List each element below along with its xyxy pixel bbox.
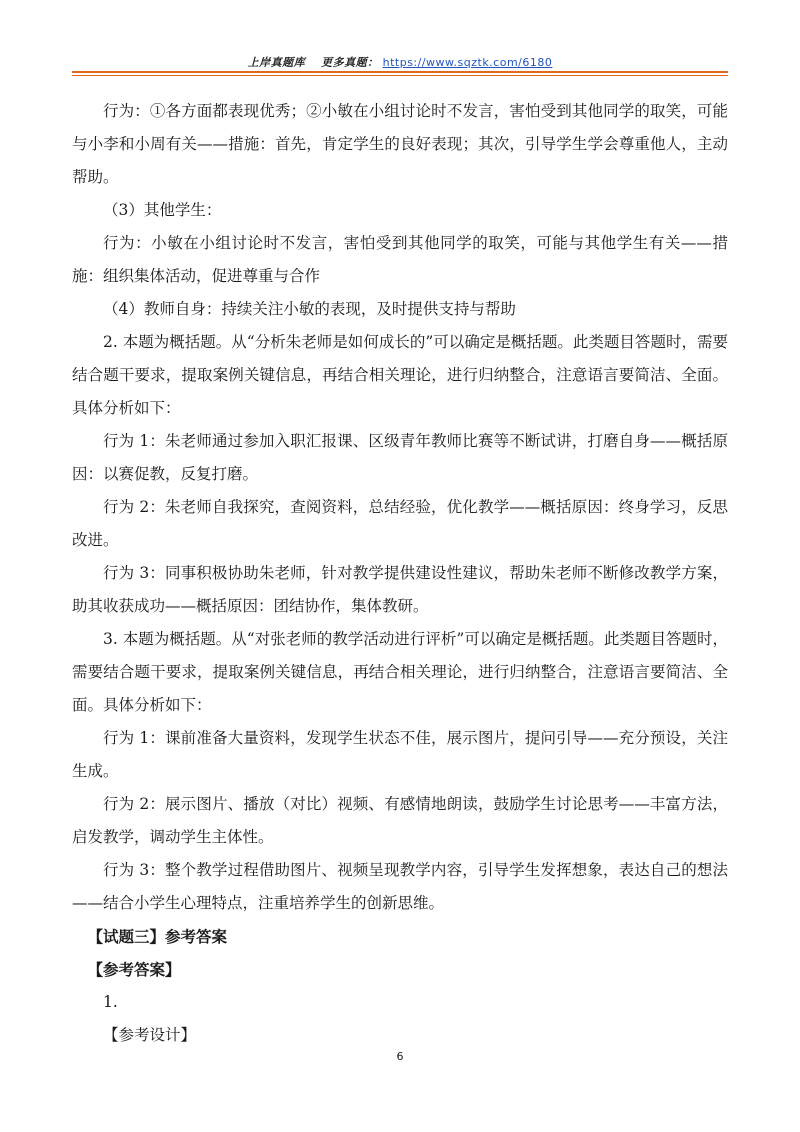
- section-heading: 【试题三】参考答案: [87, 927, 228, 946]
- page-number: 6: [396, 1050, 404, 1063]
- paragraph: 3. 本题为概括题。从“对张老师的教学活动进行评析”可以确定是概括题。此类题目答题时，需要结合题干要求，提取案例关键信息，再结合相关理论，进行归纳整合，注意语言要简洁、全面。具体分析如下：: [72, 630, 728, 714]
- paragraph: 行为 2：展示图片、播放（对比）视频、有感情地朗读，鼓励学生讨论思考——丰富方法，启发教学，调动学生主体性。: [72, 795, 728, 846]
- paragraph: 行为：小敏在小组讨论时不发言，害怕受到其他同学的取笑，可能与其他学生有关——措施：组织集体活动，促进尊重与合作: [72, 234, 728, 285]
- header-brand: 上岸真题库: [247, 56, 306, 69]
- paragraph: 行为 1：课前准备大量资料，发现学生状态不佳，展示图片，提问引导——充分预设，关注生成。: [72, 729, 728, 780]
- header-rule-thick: [72, 71, 728, 73]
- page-header: [72, 54, 728, 70]
- paragraph: 行为 2：朱老师自我探究，查阅资料，总结经验，优化教学——概括原因：终身学习，反思改进。: [72, 498, 728, 549]
- header-link[interactable]: https://www.sqztk.com/6180: [382, 56, 553, 69]
- header-more-label: 更多真题：: [321, 56, 379, 69]
- section-heading: 【参考答案】: [87, 960, 181, 979]
- paragraph: 1.: [103, 993, 118, 1011]
- paragraph: （4）教师自身：持续关注小敏的表现，及时提供支持与帮助: [103, 300, 516, 318]
- document-body: [72, 95, 728, 1052]
- paragraph: 2. 本题为概括题。从“分析朱老师是如何成长的”可以确定是概括题。此类题目答题时，需要结合题干要求，提取案例关键信息，再结合相关理论，进行归纳整合，注意语言要简洁、全面。具体分析如下：: [72, 333, 728, 417]
- header-rule-thin: [72, 75, 728, 76]
- paragraph: 行为 1：朱老师通过参加入职汇报课、区级青年教师比赛等不断试讲，打磨自身——概括原因：以赛促教，反复打磨。: [72, 432, 728, 483]
- paragraph: 行为 3：同事积极协助朱老师，针对教学提供建设性建议，帮助朱老师不断修改教学方案，助其收获成功——概括原因：团结协作，集体教研。: [72, 564, 728, 615]
- paragraph: （3）其他学生：: [103, 201, 222, 219]
- paragraph: 行为 3：整个教学过程借助图片、视频呈现教学内容，引导学生发挥想象，表达自己的想法——结合小学生心理特点，注重培养学生的创新思维。: [72, 861, 728, 912]
- paragraph: 【参考设计】: [103, 1026, 197, 1044]
- paragraph: 行为：①各方面都表现优秀；②小敏在小组讨论时不发言，害怕受到其他同学的取笑，可能与小李和小周有关——措施：首先，肯定学生的良好表现；其次，引导学生学会尊重他人，主动帮助。: [72, 102, 728, 186]
